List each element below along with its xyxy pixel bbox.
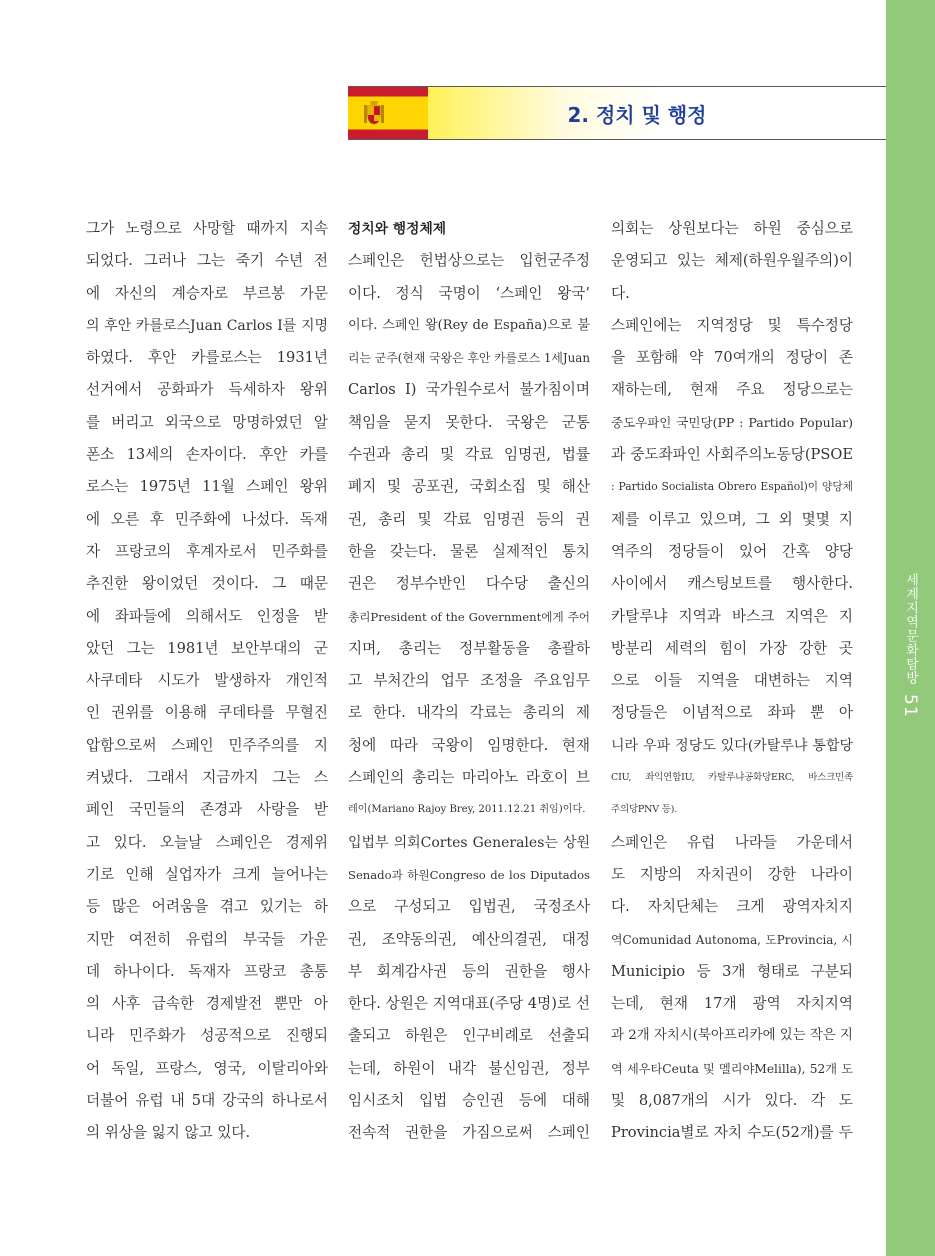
text-line: 책임을 묻지 못한다. 국왕은 군통 [348, 413, 590, 431]
text-line: 레이(Mariano Rajoy Brey, 2011.12.21 취임)이다. [348, 804, 586, 816]
text-line: 한다. 상원은 지역대표(주당 4명)로 선 [348, 995, 590, 1013]
text-column-2 [348, 213, 590, 1150]
text-line: 방분리 세력의 힘이 가장 강한 곳 [611, 639, 853, 657]
text-line: 의 후안 카를로스Juan Carlos I를 지명 [86, 317, 328, 334]
paragraph [611, 213, 853, 310]
text-line: 의회는 상원보다는 하원 중심으로 [611, 220, 853, 237]
text-line: 의 사후 급속한 경제발전 뿐만 아 [86, 995, 328, 1013]
text-line: 스페인의 총리는 마리아노 라호이 브 [348, 769, 590, 787]
text-line: 입법부 의회Cortes Generales는 상원 [348, 834, 590, 851]
text-line: 및 8,087개의 시가 있다. 각 도 [611, 1092, 853, 1110]
text-line: 수권과 총리 및 각료 임명권, 법률 [348, 446, 590, 464]
paragraph [348, 827, 590, 1150]
side-running-head [891, 560, 929, 730]
text-line: 제를 이루고 있으며, 그 외 몇몇 지 [611, 510, 853, 528]
text-line: 운영되고 있는 체제(하원우월주의)이 [611, 252, 853, 270]
text-line: 켜냈다. 그래서 지금까지 그는 스 [86, 769, 328, 787]
text-line: 을 포함해 약 70여개의 정당이 존 [611, 349, 853, 367]
text-line: 니라 민주화가 성공적으로 진행되 [86, 1027, 328, 1045]
text-line: 정당들은 이념적으로 좌파 뿐 아 [611, 704, 853, 722]
text-line: 선거에서 공화파가 득세하자 왕위 [86, 381, 328, 399]
text-line: : Partido Socialista Obrero Español)이 양당체 [611, 480, 853, 494]
text-line: 권은 정부수반인 다수당 출신의 [348, 575, 590, 593]
text-line: 고 있다. 오늘날 스페인은 경제위 [86, 833, 328, 851]
section-header [348, 86, 886, 140]
text-line: 도 지방의 자치권이 강한 나라이 [611, 865, 853, 883]
text-column-3 [611, 213, 853, 1150]
paragraph [348, 245, 590, 826]
text-line: 를 버리고 외국으로 망명하였던 알 [86, 413, 328, 431]
text-line: 로 한다. 내각의 각료는 총리의 제 [348, 704, 590, 722]
text-line: Provincia별로 자치 수도(52개)를 두 [611, 1124, 853, 1142]
text-line: 이다. 스페인 왕(Rey de España)으로 불 [348, 317, 590, 333]
text-line: 카탈루냐 지역과 바스크 지역은 지 [611, 607, 853, 625]
text-line: 다. 자치단체는 크게 광역자치지 [611, 898, 853, 916]
text-line: 다. [611, 284, 630, 302]
text-line: 고 부처간의 업무 조정을 주요임무 [348, 672, 590, 690]
text-line: 등 많은 어려움을 겪고 있기는 하 [86, 898, 328, 916]
text-line: 하였다. 후안 카를로스는 1931년 [86, 349, 328, 367]
text-line: 는데, 하원이 내각 불신임권, 정부 [348, 1059, 590, 1077]
text-line: 더불어 유럽 내 5대 강국의 하나로서 [86, 1092, 328, 1110]
text-line: 에 오른 후 민주화에 나섰다. 독재 [86, 510, 328, 528]
text-line: 권, 총리 및 각료 임명권 등의 권 [348, 510, 590, 528]
text-line: 총리President of the Government에게 주어 [348, 609, 590, 624]
text-line: 주의당PNV 등). [611, 804, 678, 816]
subsection-heading: 정치와 행정체제 [348, 221, 447, 237]
text-line: 았던 그는 1981년 보안부대의 군 [86, 639, 328, 657]
text-line: 니라 우파 정당도 있다(카탈루냐 통합당 [611, 737, 853, 754]
text-line: 기로 인해 실업자가 크게 늘어나는 [86, 865, 328, 883]
text-line: 사이에서 캐스팅보트를 행사한다. [611, 575, 853, 593]
text-column-1 [86, 213, 328, 1150]
text-line: 는데, 현재 17개 광역 자치지역 [611, 995, 853, 1013]
text-line: 으로 구성되고 입법권, 국정조사 [348, 898, 590, 916]
side-label-text: 세계지역문화탐방 [903, 572, 918, 685]
text-line: 과 2개 자치시(북아프리카에 있는 작은 지 [611, 1028, 853, 1044]
text-line: CIU, 좌익연합IU, 카탈루냐공화당ERC, 바스크민족 [611, 772, 853, 784]
text-line: 재하는데, 현재 주요 정당으로는 [611, 381, 853, 399]
paragraph [611, 827, 853, 1150]
text-line: 리는 군주(현재 국왕은 후안 카를로스 1세Juan [348, 351, 590, 366]
text-line: Municipio 등 3개 형태로 구분되 [611, 962, 853, 980]
text-line: 부 회계감사권 등의 권한을 행사 [348, 962, 590, 980]
text-line: 폰소 13세의 손자이다. 후안 카를 [86, 446, 328, 464]
text-line: 이다. 정식 국명이 ‘스페인 왕국’ [348, 284, 590, 302]
text-line: 역주의 정당들이 있어 간혹 양당 [611, 542, 853, 560]
text-line: 압함으로써 스페인 민주주의를 지 [86, 736, 328, 754]
text-line: 스페인은 헌법상으로는 입헌군주정 [348, 252, 590, 270]
text-line: 전속적 권한을 가짐으로써 스페인 [348, 1124, 590, 1142]
text-line: 으로 이들 지역을 대변하는 지역 [611, 672, 853, 690]
text-line: 중도우파인 국민당(PP : Partido Popular) [611, 414, 853, 430]
text-line: 페인 국민들의 존경과 사랑을 받 [86, 801, 328, 819]
text-line: Carlos I) 국가원수로서 불가침이며 [348, 381, 590, 399]
text-line: 자 프랑코의 후계자로서 민주화를 [86, 542, 328, 560]
text-line: 사쿠데타 시도가 발생하자 개인적 [86, 672, 328, 690]
text-line: 그가 노령으로 사망할 때까지 지속 [86, 220, 328, 237]
text-line: 되었다. 그러나 그는 죽기 수년 전 [86, 252, 328, 270]
section-title: 2. 정치 및 행정 [567, 102, 707, 127]
text-line: 에 자신의 계승자로 부르봉 가문 [86, 284, 328, 302]
text-line: 폐지 및 공포권, 국회소집 및 해산 [348, 478, 590, 496]
text-line: 로스는 1975년 11월 스페인 왕위 [86, 478, 328, 496]
text-line: 스페인은 유럽 나라들 가운데서 [611, 833, 853, 851]
paragraph [611, 310, 853, 827]
text-line: Senado과 하원Congreso de los Diputados [348, 867, 590, 882]
text-line: 지며, 총리는 정부활동을 총괄하 [348, 639, 590, 657]
text-line: 지만 여전히 유럽의 부국들 가운 [86, 930, 328, 948]
text-line: 임시조치 입법 승인권 등에 대해 [348, 1092, 590, 1110]
text-line: 인 권위를 이용해 쿠데타를 무혈진 [86, 704, 328, 722]
text-line: 한을 갖는다. 물론 실제적인 통치 [348, 542, 590, 560]
text-line: 에 좌파들에 의해서도 인정을 받 [86, 607, 328, 625]
page-number: 51 [900, 693, 920, 718]
text-line: 출되고 하원은 인구비례로 선출되 [348, 1027, 590, 1045]
text-line: 청에 따라 국왕이 임명한다. 현재 [348, 736, 590, 754]
paragraph [86, 213, 328, 1150]
text-line: 역Comunidad Autonoma, 도Provincia, 시 [611, 932, 853, 947]
text-line: 의 위상을 잃지 않고 있다. [86, 1124, 251, 1142]
text-line: 데 하나이다. 독재자 프랑코 총통 [86, 962, 328, 980]
text-line: 권, 조약동의권, 예산의결권, 대정 [348, 930, 590, 948]
text-line: 과 중도좌파인 사회주의노동당(PSOE [611, 446, 853, 464]
text-line: 어 독일, 프랑스, 영국, 이탈리아와 [86, 1059, 328, 1077]
text-line: 추진한 왕이었던 것이다. 그 때문 [86, 575, 328, 593]
text-line: 역 세우타Ceuta 및 멜리야Melilla), 52개 도 [611, 1061, 853, 1076]
text-line: 스페인에는 지역정당 및 특수정당 [611, 316, 853, 334]
